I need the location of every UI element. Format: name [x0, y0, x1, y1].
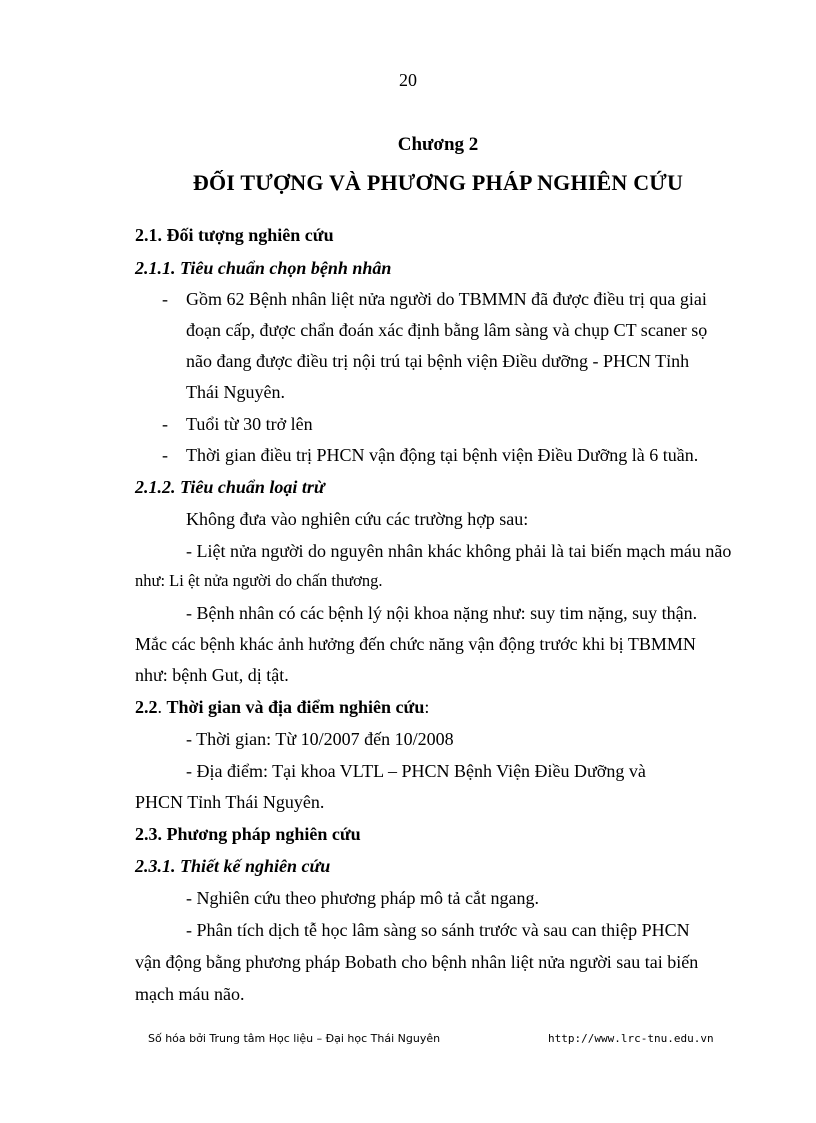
section-2-3-1-heading: 2.3.1. Thiết kế nghiên cứu	[135, 856, 331, 876]
bullet-dash: -	[162, 289, 168, 309]
criteria-item-1-line-4: Thái Nguyên.	[186, 382, 285, 402]
section-2-1-1-heading: 2.1.1. Tiêu chuẩn chọn bệnh nhân	[135, 258, 392, 278]
design-p1: - Nghiên cứu theo phương pháp mô tả cắt ngang.	[186, 888, 539, 908]
section-2-2-title: Thời gian và địa điểm nghiên cứu	[166, 697, 425, 717]
section-2-1-2-heading: 2.1.2. Tiêu chuẩn loại trừ	[135, 477, 325, 497]
exclusion-p2-line-3: như: bệnh Gut, dị tật.	[135, 665, 289, 685]
section-2-2-dot: .	[157, 697, 167, 717]
section-2-2-number: 2.2	[135, 697, 158, 717]
bullet-dash: -	[162, 414, 168, 434]
section-2-2-heading	[135, 698, 429, 716]
page-number: 20	[399, 70, 417, 90]
criteria-item-1-line-2: đoạn cấp, được chẩn đoán xác định bằng lâm sàng và chụp CT scaner sọ	[186, 320, 708, 340]
exclusion-p1-line-2: như: Li ệt nửa người do chấn thương.	[135, 571, 383, 590]
bullet-dash: -	[162, 445, 168, 465]
chapter-title: ĐỐI TƯỢNG VÀ PHƯƠNG PHÁP NGHIÊN CỨU	[192, 170, 684, 195]
exclusion-p2-line-1: - Bệnh nhân có các bệnh lý nội khoa nặng như: suy tim nặng, suy thận.	[186, 603, 698, 623]
study-time: - Thời gian: Từ 10/2007 đến 10/2008	[186, 729, 454, 749]
exclusion-intro: Không đưa vào nghiên cứu các trường hợp sau:	[186, 509, 529, 529]
criteria-item-1-line-3: não đang được điều trị nội trú tại bệnh viện Điều dưỡng - PHCN Tỉnh	[186, 351, 690, 371]
section-2-1-heading: 2.1. Đối tượng nghiên cứu	[135, 225, 334, 245]
criteria-item-1-line-1: Gồm 62 Bệnh nhân liệt nửa người do TBMMN đã được điều trị qua giai	[186, 289, 707, 309]
exclusion-p2-line-2: Mắc các bệnh khác ảnh hưởng đến chức năng vận động trước khi bị TBMMN	[135, 634, 696, 654]
study-place-line-1: - Địa điểm: Tại khoa VLTL – PHCN Bệnh Viện Điều Dưỡng và	[186, 761, 646, 781]
chapter-label: Chương 2	[397, 134, 479, 155]
study-place-line-2: PHCN Tỉnh Thái Nguyên.	[135, 792, 325, 812]
design-p2-line-3: mạch máu não.	[135, 984, 245, 1004]
criteria-item-2: Tuổi từ 30 trở lên	[186, 414, 313, 434]
design-p2-line-1: - Phân tích dịch tễ học lâm sàng so sánh trước và sau can thiệp PHCN	[186, 920, 690, 940]
footer-source: Số hóa bởi Trung tâm Học liệu – Đại học Thái Nguyên	[148, 1032, 441, 1045]
criteria-item-3: Thời gian điều trị PHCN vận động tại bệnh viện Điều Dưỡng là 6 tuần.	[186, 445, 699, 465]
footer-url[interactable]: http://www.lrc-tnu.edu.vn	[548, 1032, 714, 1045]
section-2-3-heading: 2.3. Phương pháp nghiên cứu	[135, 824, 361, 844]
section-2-2-colon: :	[424, 697, 430, 717]
design-p2-line-2: vận động bằng phương pháp Bobath cho bệnh nhân liệt nửa người sau tai biến	[135, 952, 699, 972]
exclusion-p1-line-1: - Liệt nửa người do nguyên nhân khác không phải là tai biến mạch máu não	[186, 541, 732, 561]
